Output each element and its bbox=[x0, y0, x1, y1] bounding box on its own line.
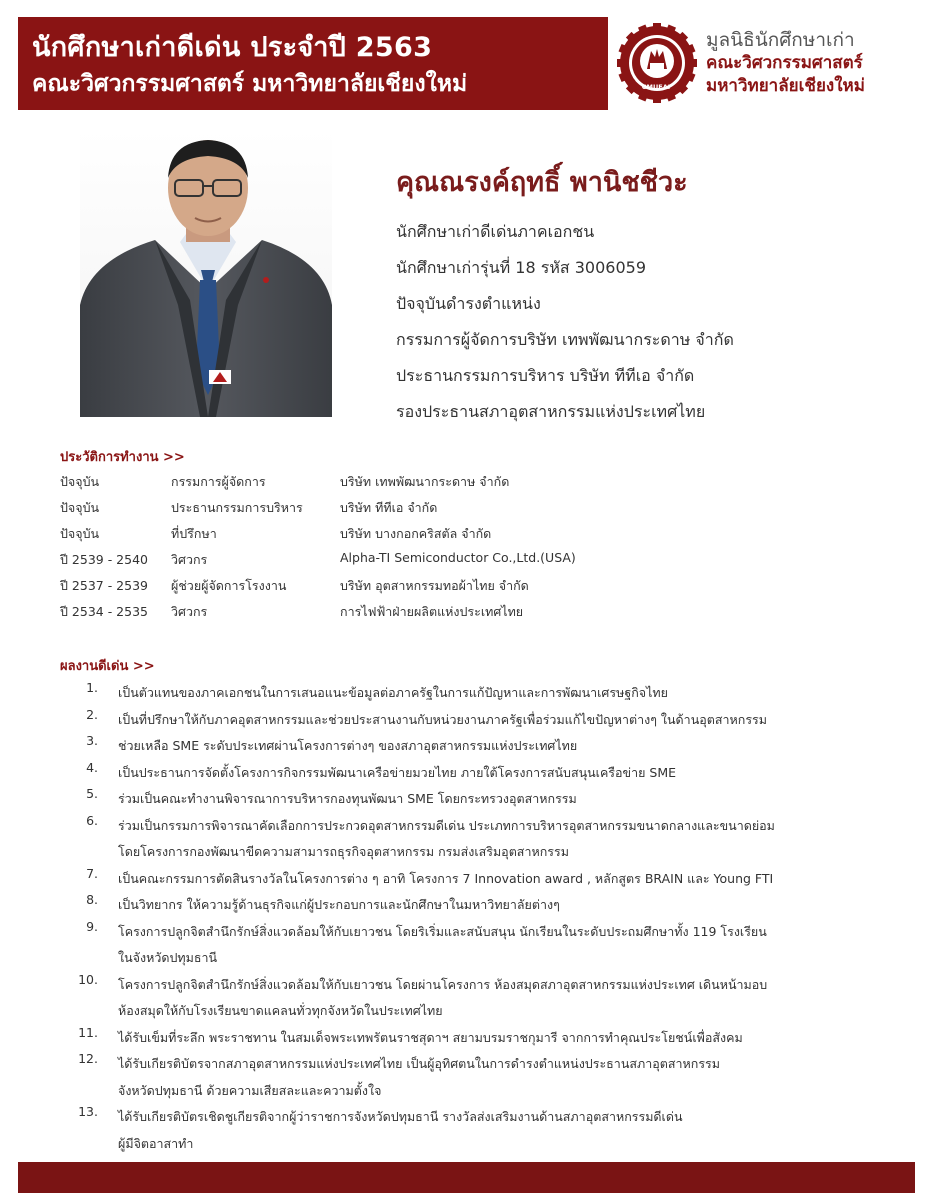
achievement-text: ร่วมเป็นกรรมการพิจารณาคัดเลือกการประกวดอุตสาหกรรมดีเด่น ประเภทการบริหารอุตสาหกรรมขนาดกลางและขนาดย่อม bbox=[118, 817, 775, 833]
career-organization: บริษัท ทีทีเอ จำกัด bbox=[340, 500, 438, 515]
achievement-text: เป็นประธานการจัดตั้งโครงการกิจกรรมพัฒนาเครือข่ายมวยไทย ภายใต้โครงการสนับสนุนเครือข่าย SME bbox=[118, 764, 677, 780]
header-title: นักศึกษาเก่าดีเด่น ประจำปี 2563 bbox=[32, 32, 433, 63]
career-period: ปัจจุบัน bbox=[60, 474, 100, 489]
career-period: ปี 2537 - 2539 bbox=[60, 578, 148, 593]
achievement-number: 4. bbox=[86, 759, 98, 775]
career-period: ปี 2539 - 2540 bbox=[60, 552, 148, 567]
achievement-item bbox=[78, 786, 898, 813]
achievement-number: 11. bbox=[78, 1024, 98, 1040]
achievement-item bbox=[78, 972, 898, 1025]
footer-bar bbox=[18, 1162, 915, 1193]
achievement-item bbox=[78, 866, 898, 893]
foundation-line-2: คณะวิศวกรรมศาสตร์ bbox=[706, 53, 863, 73]
gear-icon bbox=[617, 23, 697, 103]
achievement-item bbox=[78, 680, 898, 707]
achievement-number: 6. bbox=[86, 812, 98, 828]
career-organization: บริษัท อุตสาหกรรมทอผ้าไทย จำกัด bbox=[340, 578, 529, 593]
achievement-text: ได้รับเกียรติบัตรเชิดชูเกียรติจากผู้ว่าราชการจังหวัดปทุมธานี รางวัลส่งเสริมงานด้านสภาอุตสาหกรรมดีเด่น bbox=[118, 1109, 683, 1124]
profile-line: กรรมการผู้จัดการบริษัท เทพพัฒนากระดาษ จำกัด bbox=[396, 330, 734, 349]
career-organization: Alpha-TI Semiconductor Co.,Ltd.(USA) bbox=[340, 550, 576, 565]
achievement-text: เป็นวิทยากร ให้ความรู้ด้านธุรกิจแก่ผู้ประกอบการและนักศึกษาในมหาวิทยาลัยต่างๆ bbox=[118, 897, 560, 912]
achievement-text: ในจังหวัดปทุมธานี bbox=[118, 950, 218, 965]
achievement-text: โดยโครงการกองพัฒนาขีดความสามารถธุรกิจอุตสาหกรรม กรมส่งเสริมอุตสาหกรรม bbox=[118, 844, 569, 859]
achievement-item bbox=[78, 733, 898, 760]
career-position: ประธานกรรมการบริหาร bbox=[171, 500, 303, 515]
achievement-text: ได้รับเกียรติบัตรจากสภาอุตสาหกรรมแห่งประเทศไทย เป็นผู้อุทิศตนในการดำรงตำแหน่งประธานสภาอุตสาหกรรม bbox=[118, 1056, 720, 1071]
achievement-text: ช่วยเหลือ SME ระดับประเทศผ่านโครงการต่างๆ ของสภาอุตสาหกรรมแห่งประเทศไทย bbox=[118, 738, 578, 753]
achievement-text: เป็นที่ปรึกษาให้กับภาคอุตสาหกรรมและช่วยประสานงานกับหน่วยงานภาครัฐเพื่อร่วมแก้ไขปัญหาต่างๆ ในด้านอุตสาหกรรม bbox=[118, 711, 767, 727]
achievement-text: ผู้มีจิตอาสาทำ bbox=[118, 1135, 194, 1151]
achievement-text: โครงการปลูกจิตสำนึกรักษ์สิ่งแวดล้อมให้กับเยาวชน โดยริเริ่มและสนับสนุน นักเรียนในระดับประถมศึกษาทั้ง 119 โรงเรียน bbox=[118, 923, 767, 939]
header-subtitle: คณะวิศวกรรมศาสตร์ มหาวิทยาลัยเชียงใหม่ bbox=[32, 71, 468, 97]
career-organization: การไฟฟ้าฝ่ายผลิตแห่งประเทศไทย bbox=[340, 604, 524, 619]
achievement-text: เป็นตัวแทนของภาคเอกชนในการเสนอแนะข้อมูลต่อภาครัฐในการแก้ปัญหาและการพัฒนาเศรษฐกิจไทย bbox=[118, 685, 668, 700]
achievement-item bbox=[78, 1051, 898, 1104]
portrait-photo bbox=[80, 130, 332, 417]
career-position: วิศวกร bbox=[171, 604, 208, 619]
career-section-title: ประวัติการทำงาน >> bbox=[60, 450, 185, 465]
achievement-item bbox=[78, 892, 898, 919]
profile-info bbox=[396, 160, 734, 430]
achievement-number: 12. bbox=[78, 1051, 98, 1066]
career-period: ปี 2534 - 2535 bbox=[60, 604, 148, 619]
career-period: ปัจจุบัน bbox=[60, 500, 100, 515]
logo-text: CMUEAF bbox=[641, 83, 673, 91]
achievement-item bbox=[78, 1025, 898, 1052]
person-name: คุณณรงค์ฤทธิ์ พานิชชีวะ bbox=[396, 167, 688, 198]
foundation-logo bbox=[617, 23, 697, 103]
foundation-line-3: มหาวิทยาลัยเชียงใหม่ bbox=[706, 76, 865, 96]
achievement-item bbox=[78, 919, 898, 972]
profile-line: นักศึกษาเก่าดีเด่นภาคเอกชน bbox=[396, 222, 595, 241]
profile-line: ปัจจุบันดำรงตำแหน่ง bbox=[396, 294, 541, 313]
achievement-number: 8. bbox=[86, 892, 98, 907]
achievement-item bbox=[78, 1104, 898, 1157]
achievement-number: 3. bbox=[86, 733, 98, 748]
achievement-number: 1. bbox=[86, 680, 98, 695]
career-position: ที่ปรึกษา bbox=[171, 526, 217, 541]
profile-line: รองประธานสภาอุตสาหกรรมแห่งประเทศไทย bbox=[396, 402, 706, 421]
achievement-item bbox=[78, 813, 898, 866]
header-banner bbox=[18, 17, 608, 110]
achievement-number: 9. bbox=[86, 918, 98, 934]
achievement-number: 7. bbox=[86, 865, 98, 881]
achievement-text: โครงการปลูกจิตสำนึกรักษ์สิ่งแวดล้อมให้กับเยาวชน โดยผ่านโครงการ ห้องสมุดสภาอุตสาหกรรมแห่งประเทศ เดินหน้ามอบ bbox=[118, 976, 768, 992]
achievements-section-title: ผลงานดีเด่น >> bbox=[60, 659, 155, 674]
achievement-text: เป็นคณะกรรมการตัดสินรางวัลในโครงการต่าง ๆ อาทิ โครงการ 7 Innovation award , หลักสูตร BRAIN และ Young FTI bbox=[118, 870, 774, 886]
achievement-item bbox=[78, 760, 898, 787]
achievement-text: จังหวัดปทุมธานี ด้วยความเสียสละและความตั้งใจ bbox=[118, 1082, 382, 1098]
career-organization: บริษัท บางกอกคริสตัล จำกัด bbox=[340, 526, 492, 541]
career-period: ปัจจุบัน bbox=[60, 526, 100, 541]
career-organization: บริษัท เทพพัฒนากระดาษ จำกัด bbox=[340, 474, 510, 489]
career-position: ผู้ช่วยผู้จัดการโรงงาน bbox=[171, 578, 287, 593]
achievements-list bbox=[78, 680, 898, 1157]
achievement-number: 10. bbox=[78, 971, 98, 987]
achievement-text: ได้รับเข็มที่ระลึก พระราชทาน ในสมเด็จพระเทพรัตนราชสุดาฯ สยามบรมราชกุมารี จากการทำคุณประโยชน์เพื่อสังคม bbox=[118, 1029, 743, 1045]
profile-line: ประธานกรรมการบริหาร บริษัท ทีทีเอ จำกัด bbox=[396, 366, 695, 385]
achievement-number: 13. bbox=[78, 1104, 98, 1119]
foundation-line-1: มูลนิธินักศึกษาเก่า bbox=[706, 29, 855, 51]
foundation-name bbox=[706, 29, 865, 98]
achievement-number: 2. bbox=[86, 706, 98, 722]
achievement-text: ร่วมเป็นคณะทำงานพิจารณาการบริหารกองทุนพัฒนา SME โดยกระทรวงอุตสาหกรรม bbox=[118, 791, 577, 806]
career-position: วิศวกร bbox=[171, 552, 208, 567]
career-position: กรรมการผู้จัดการ bbox=[171, 474, 266, 489]
achievement-item bbox=[78, 707, 898, 734]
achievement-text: ห้องสมุดให้กับโรงเรียนขาดแคลนทั่วทุกจังหวัดในประเทศไทย bbox=[118, 1003, 443, 1018]
achievement-number: 5. bbox=[86, 786, 98, 801]
profile-line: นักศึกษาเก่ารุ่นที่ 18 รหัส 3006059 bbox=[396, 258, 646, 277]
